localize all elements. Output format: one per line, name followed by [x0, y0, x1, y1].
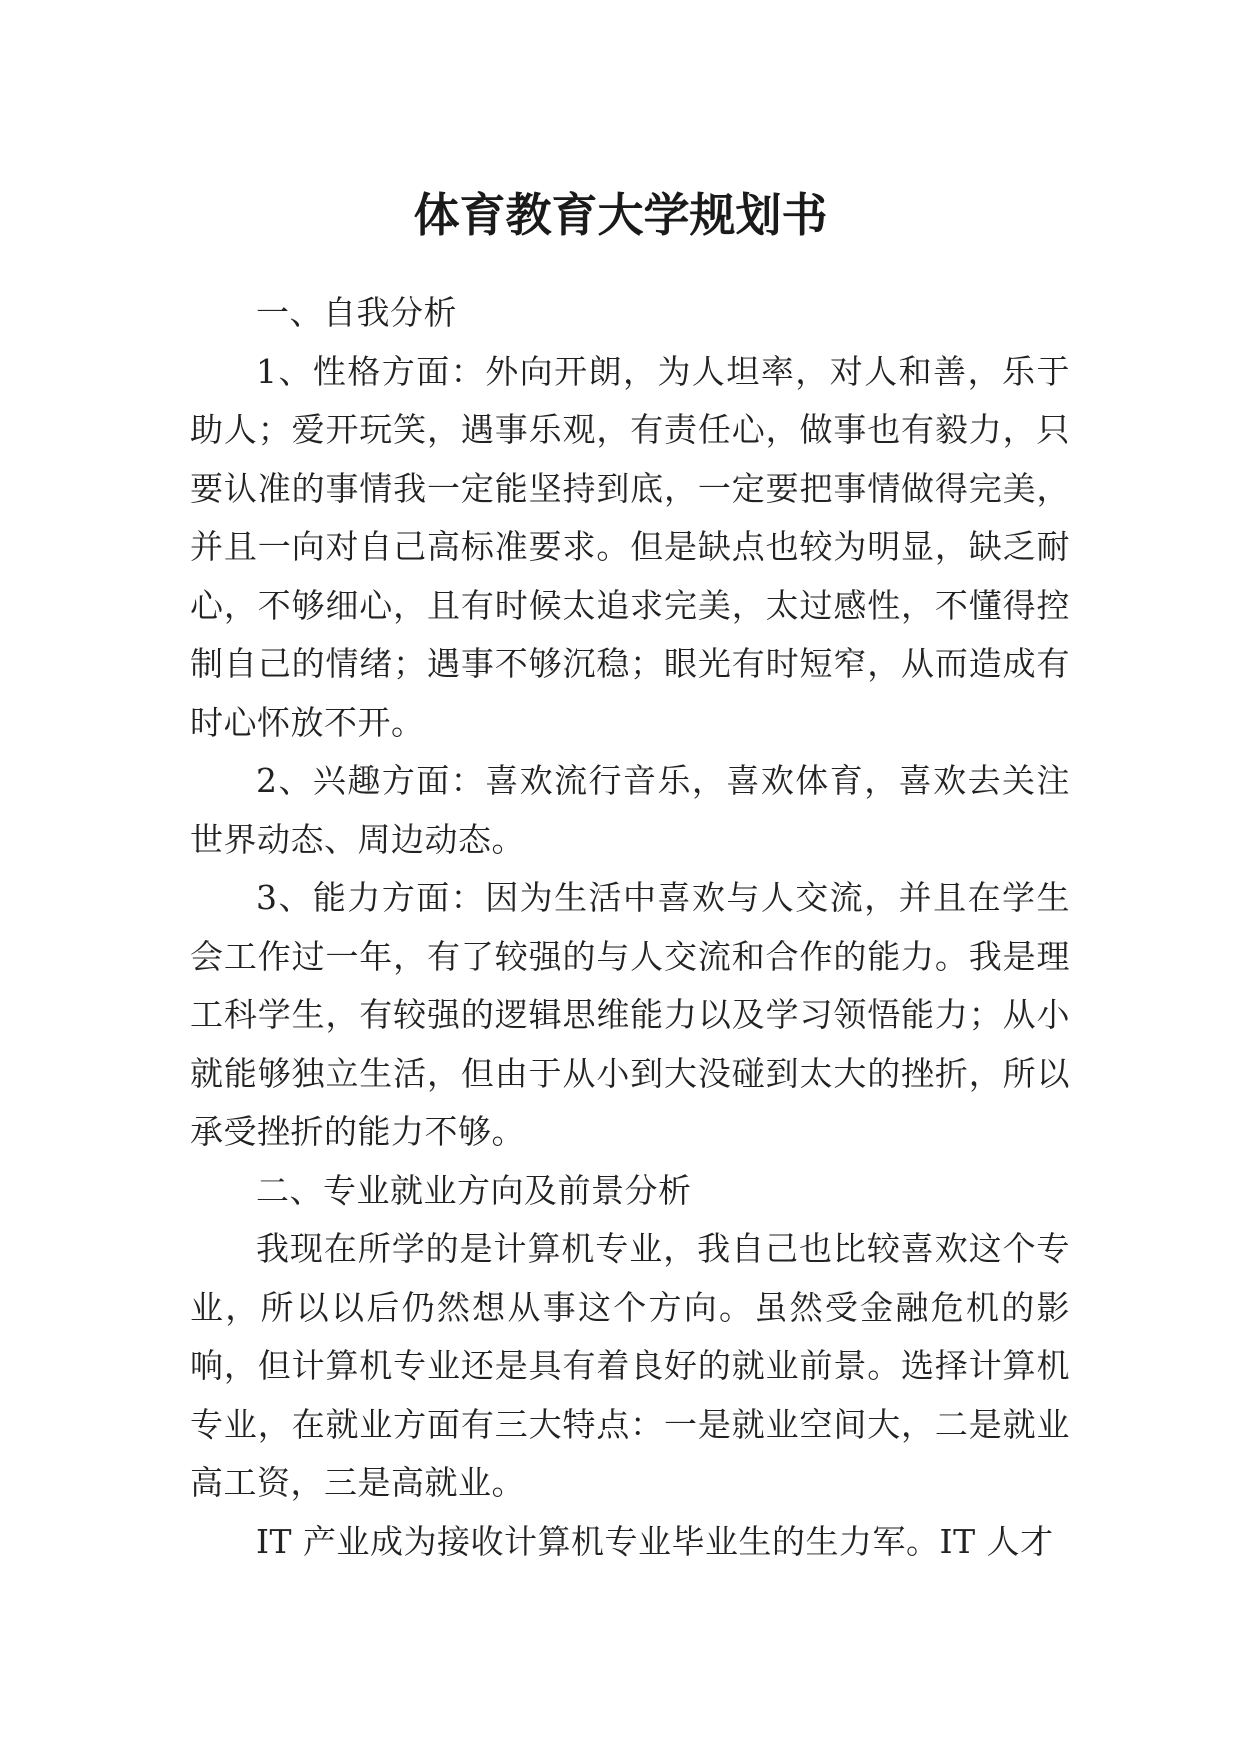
section-heading-self-analysis: 一、自我分析: [256, 293, 457, 332]
section-heading-career-outlook: 二、专业就业方向及前景分析: [256, 1170, 692, 1210]
paragraph-personality: 1、性格方面：外向开朗，为人坦率，对人和善，乐于助人；爱开玩笑，遇事乐观，有责任心，做事也有毅力，只要认准的事情我一定能坚持到底，一定要把事情做得完美，并且一向对自己高标准要求。但是缺点也较为明显，缺乏耐心，不够细心，且有时候太追求完美，太过感性，不懂得控制自己的情绪；遇事不够沉稳；眼光有时短窄，从而造成有时心怀放不开。: [190, 351, 1070, 742]
paragraph-major-choice: 我现在所学的是计算机专业，我自己也比较喜欢这个专业，所以以后仍然想从事这个方向。虽然受金融危机的影响，但计算机专业还是具有着良好的就业前景。选择计算机专业，在就业方面有三大特点：一是就业空间大，二是就业高工资，三是高就业。: [190, 1229, 1070, 1502]
paragraph-interests: 2、兴趣方面：喜欢流行音乐，喜欢体育，喜欢去关注世界动态、周边动态。: [190, 761, 1070, 859]
paragraph-it-industry: IT 产业成为接收计算机专业毕业生的生力军。IT 人才: [256, 1521, 1054, 1561]
document-title: 体育教育大学规划书: [413, 187, 828, 242]
document-body: [190, 284, 1070, 1571]
paragraph-abilities: 3、能力方面：因为生活中喜欢与人交流，并且在学生会工作过一年，有了较强的与人交流和合作的能力。我是理工科学生，有较强的逻辑思维能力以及学习领悟能力；从小就能够独立生活，但由于从小到大没碰到太大的挫折，所以承受挫折的能力不够。: [190, 878, 1070, 1151]
